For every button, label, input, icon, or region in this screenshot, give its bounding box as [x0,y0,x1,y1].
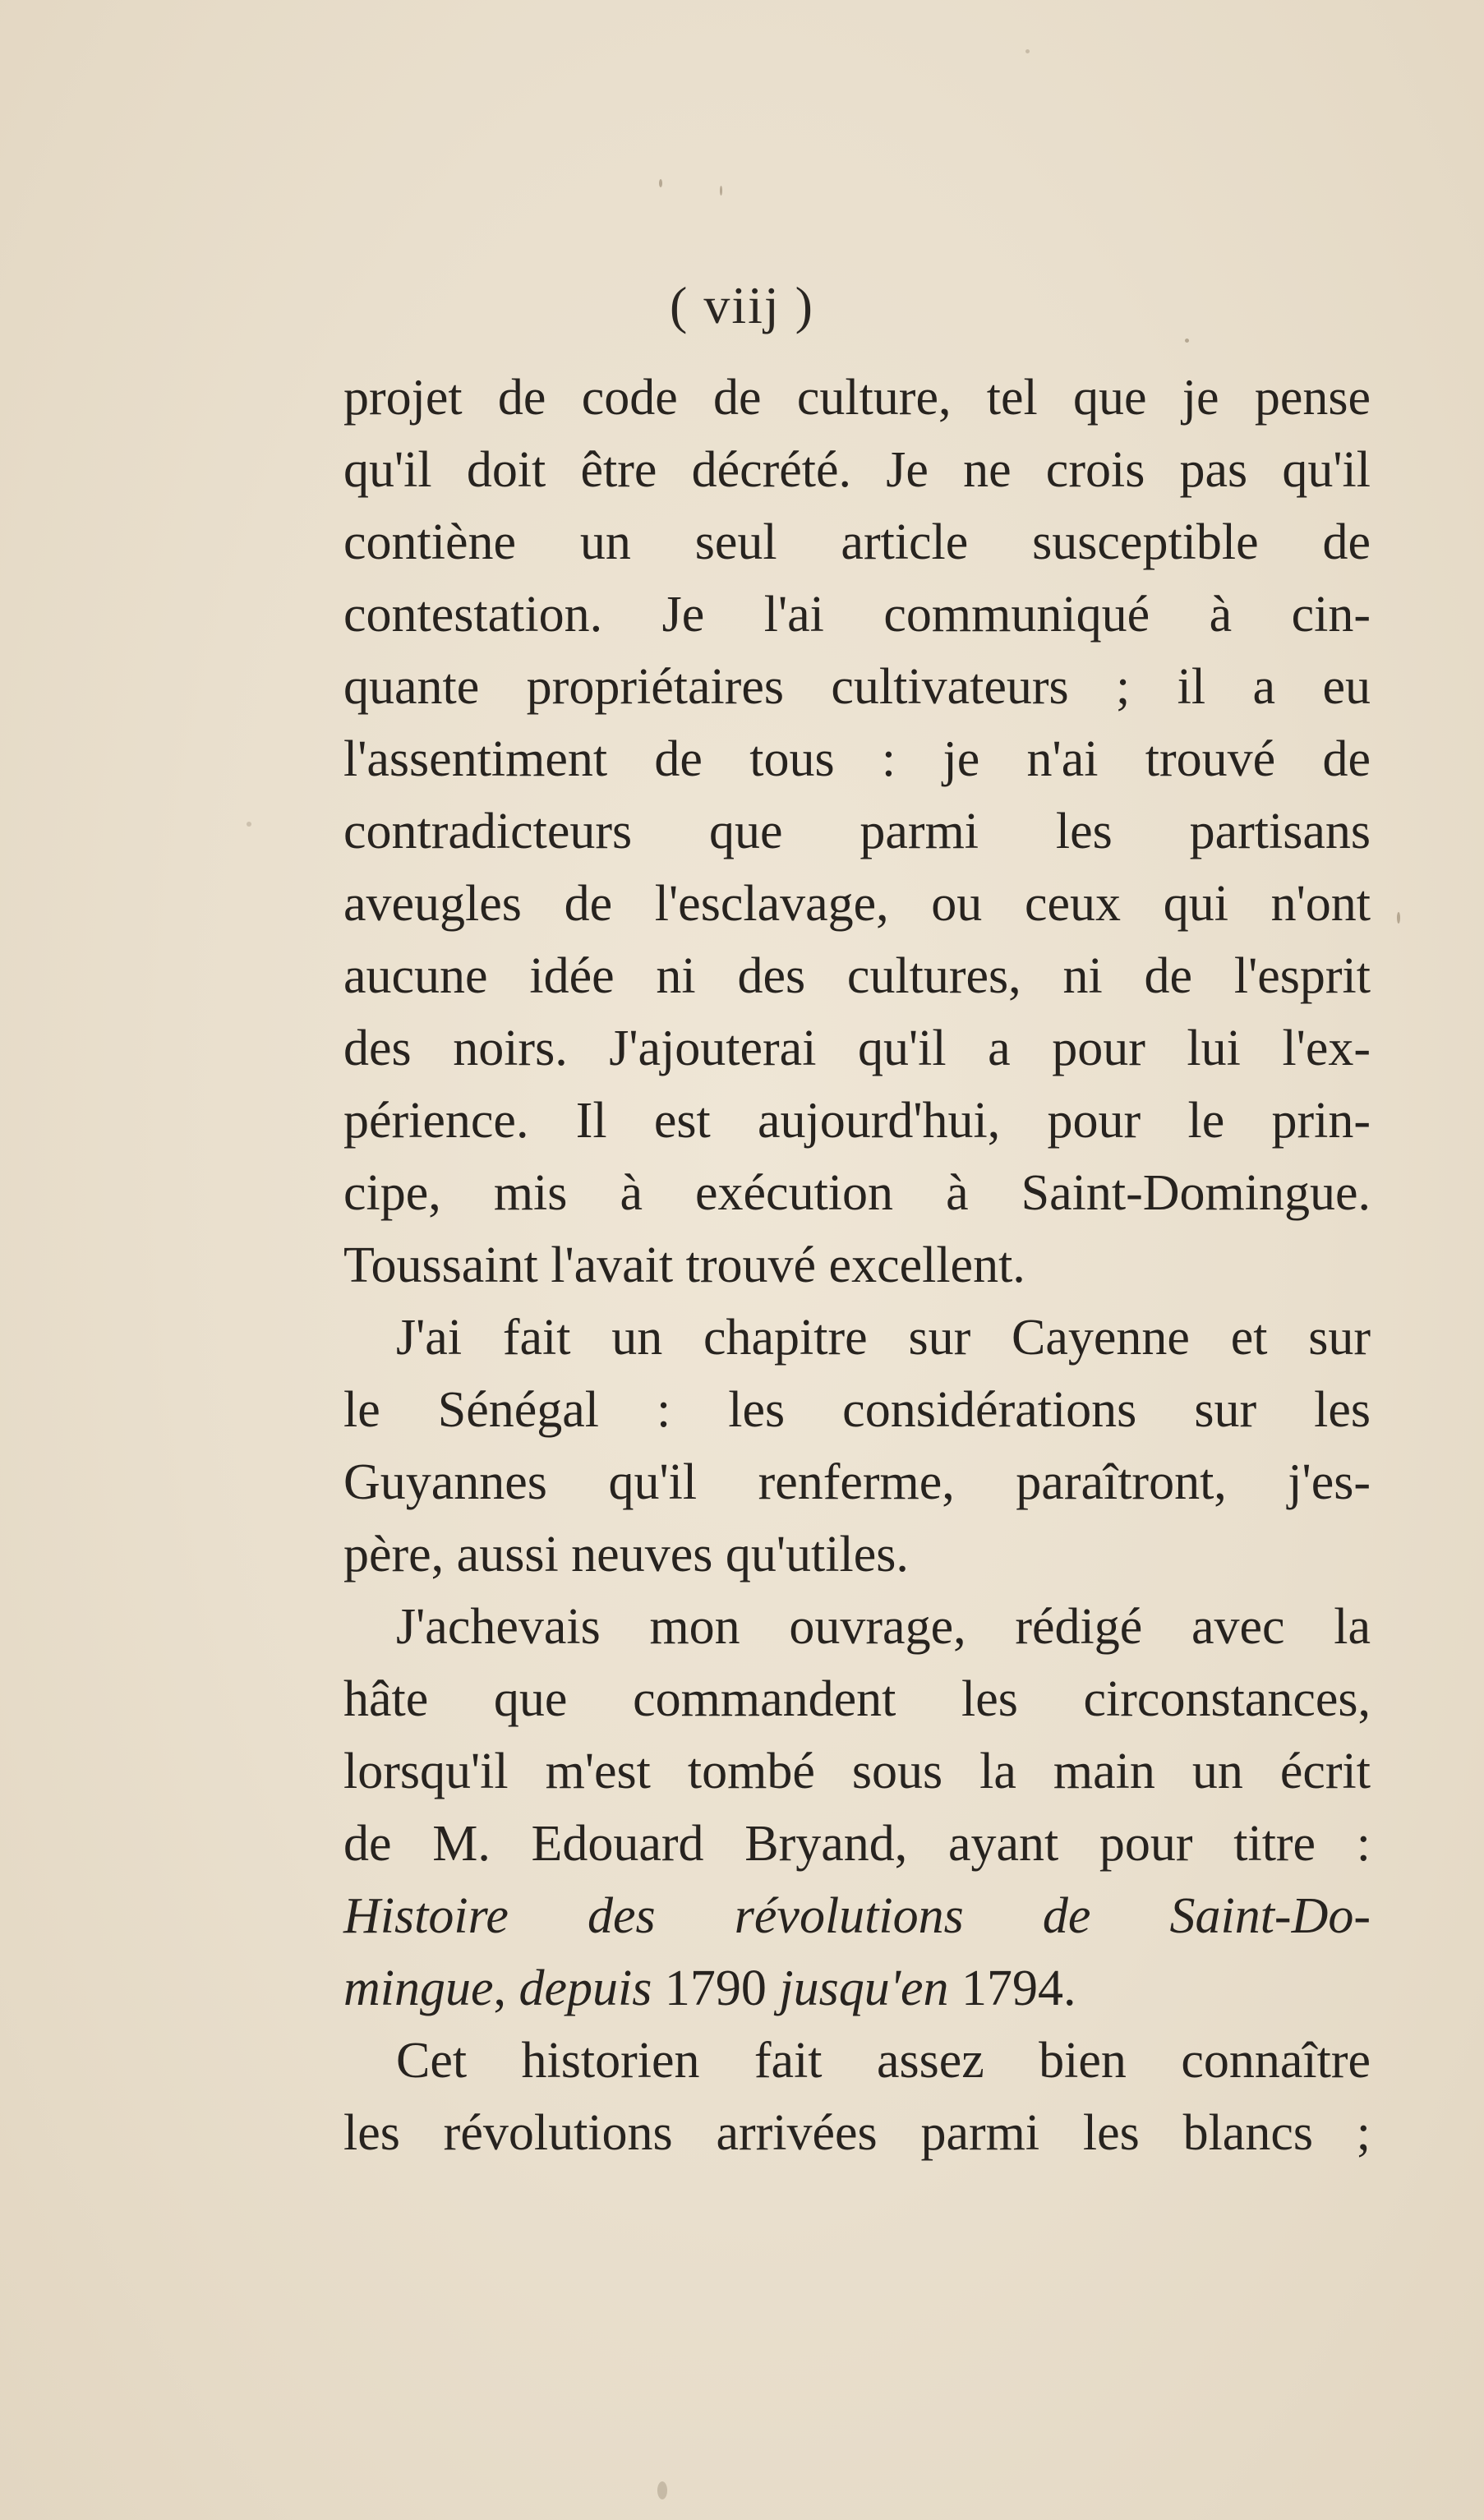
paper-speck [1025,49,1030,53]
body-text [343,362,1371,2169]
text-line: contestation. Je l'ai communiqué à cin- [343,587,1371,643]
paper-speck [1397,912,1400,924]
text-line: les révolutions arrivées parmi les blancs ; [343,2105,1371,2161]
text-line: quante propriétaires cultivateurs ; il a eu [343,659,1371,715]
title-segment: mingue [343,1960,494,2016]
text-line: qu'il doit être décrété. Je ne crois pas qu'il [343,442,1371,498]
text-line: lorsqu'il m'est tombé sous la main un écrit [343,1744,1371,1799]
paper-speck [720,186,722,196]
text-line: Toussaint l'avait trouvé excellent. [343,1237,1025,1293]
title-segment: 1790 [652,1960,780,2016]
book-title-line: Histoire des révolutions de Saint-Do- [343,1888,1371,1944]
book-title-line-mixed [343,1952,1371,2025]
paper-speck [657,2481,667,2499]
paragraph-first-line: J'ai fait un chapitre sur Cayenne et sur [396,1310,1371,1366]
page-number: ( viij ) [670,276,814,334]
paper-speck [247,822,251,827]
text-line: contiène un seul article susceptible de [343,514,1371,570]
title-segment: jusqu'en [779,1960,949,2016]
title-segment: depuis [518,1960,652,2016]
text-line: hâte que commandent les circonstances, [343,1671,1371,1727]
paragraph-first-line: Cet historien fait assez bien connaître [396,2033,1371,2089]
title-segment: 1794. [948,1960,1076,2016]
text-line: des noirs. J'ajouterai qu'il a pour lui l'ex- [343,1020,1371,1076]
text-line: l'assentiment de tous : je n'ai trouvé de [343,731,1371,787]
text-line: de M. Edouard Bryand, ayant pour titre : [343,1816,1371,1872]
text-line: Guyannes qu'il renferme, paraîtront, j'es- [343,1454,1371,1510]
text-line: aucune idée ni des cultures, ni de l'esprit [343,948,1371,1004]
text-line: le Sénégal : les considérations sur les [343,1382,1371,1438]
text-line: père, aussi neuves qu'utiles. [343,1527,909,1582]
title-segment: , [493,1960,519,2016]
text-line: aveugles de l'esclavage, ou ceux qui n'ont [343,876,1371,932]
paragraph-first-line: J'achevais mon ouvrage, rédigé avec la [396,1599,1371,1655]
text-line: projet de code de culture, tel que je pense [343,370,1371,426]
paper-speck [1185,339,1189,343]
text-line: contradicteurs que parmi les partisans [343,804,1371,859]
paper-speck [659,179,662,187]
text-line: périence. Il est aujourd'hui, pour le prin- [343,1093,1371,1149]
text-line: cipe, mis à exécution à Saint-Domingue. [343,1165,1371,1221]
